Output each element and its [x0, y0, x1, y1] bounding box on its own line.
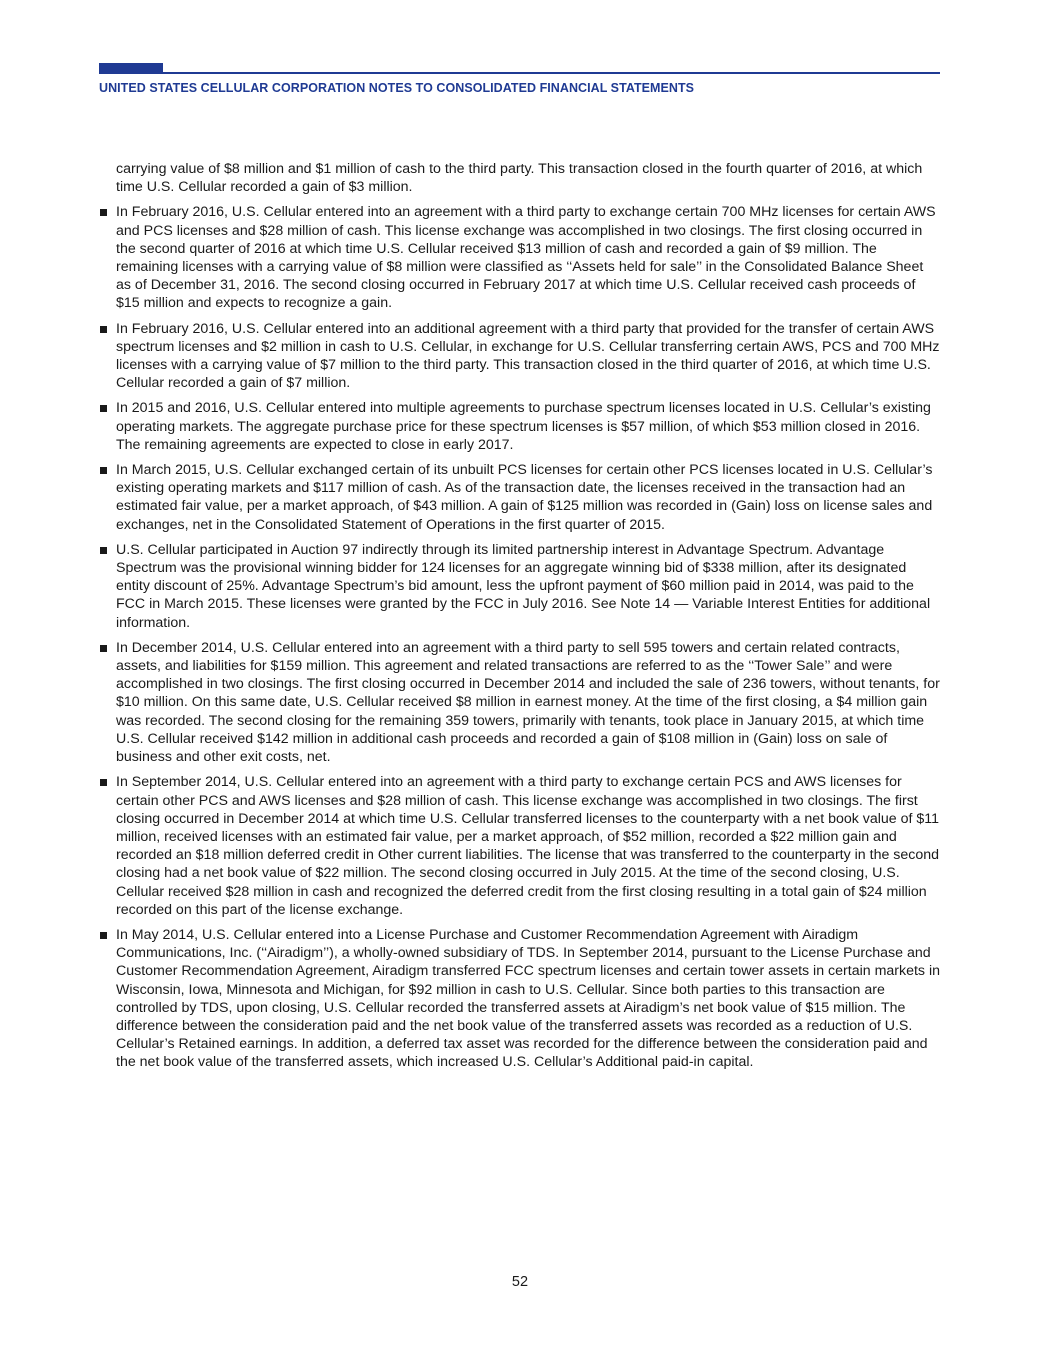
- list-item-text: In February 2016, U.S. Cellular entered into an additional agreement with a third party that provided for the transfer of certain AWS spectrum licenses and $2 million in cash to U.S. Cellular, in exchange for U.S. Cellular transferring certain AWS, PCS and 700 MHz licenses with a carrying value of $7 million to the third party. This transaction closed in the third quarter of 2016, at which time U.S. Cellular recorded a gain of $7 million.: [116, 320, 940, 392]
- list-item-text: In May 2014, U.S. Cellular entered into a License Purchase and Customer Recommendation Agreement with Airadigm Communications, Inc. (‘‘Airadigm’’), a wholly-owned subsidiary of TDS. In September 2014, pursuant to the License Purchase and Customer Recommendation Agreement, Airadigm transferred FCC spectrum licenses and certain tower assets in certain markets in Wisconsin, Iowa, Minnesota and Michigan, for $92 million in cash to U.S. Cellular. Since both parties to this transaction are controlled by TDS, upon closing, U.S. Cellular recorded the transferred assets at Airadigm’s net book value of $15 million. The difference between the consideration paid and the net book value of the transferred assets was recorded as a reduction of U.S. Cellular’s Retained earnings. In addition, a deferred tax asset was recorded for the difference between the consideration paid and the net book value of the transferred assets, which increased U.S. Cellular’s Additional paid-in capital.: [116, 926, 941, 1071]
- list-item: [99, 541, 941, 632]
- list-item: [99, 926, 941, 1072]
- list-item: [99, 399, 941, 454]
- continued-paragraph: carrying value of $8 million and $1 million of cash to the third party. This transaction closed in the fourth quarter of 2016, at which time U.S. Cellular recorded a gain of $3 million.: [116, 161, 923, 196]
- list-item: [99, 320, 941, 393]
- list-item-text: U.S. Cellular participated in Auction 97 indirectly through its limited partnership interest in Advantage Spectrum. Advantage Spectrum was the provisional winning bidder for 124 licenses for an aggregate winning bid of $338 million, after its designated entity discount of 25%. Advantage Spectrum’s bid amount, less the upfront payment of $60 million paid in 2014, was paid to the FCC in March 2015. These licenses were granted by the FCC in July 2016. See Note 14 — Variable Interest Entities for additional information.: [116, 541, 931, 631]
- list-item-text: In March 2015, U.S. Cellular exchanged certain of its unbuilt PCS licenses for certain other PCS licenses located in U.S. Cellular’s existing operating markets and $117 million of cash. As of the transaction date, the licenses received in the transaction had an estimated fair value, per a market approach, of $43 million. A gain of $125 million was recorded in (Gain) loss on license sales and exchanges, net in the Consolidated Statement of Operations in the first quarter of 2015.: [116, 462, 933, 533]
- list-item: [99, 773, 941, 919]
- list-item-text: In 2015 and 2016, U.S. Cellular entered into multiple agreements to purchase spectrum licenses located in U.S. Cellular’s existing operating markets. The aggregate purchase price for these spectrum licenses is $57 million, of which $53 million closed in 2016. The remaining agreements are expected to close in early 2017.: [116, 400, 931, 453]
- page-number: 52: [511, 1274, 529, 1290]
- running-header: UNITED STATES CELLULAR CORPORATION NOTES TO CONSOLIDATED FINANCIAL STATEMENTS: [99, 81, 695, 95]
- notes-body: [99, 160, 941, 1079]
- square-bullet-icon: [100, 779, 107, 786]
- list-item: [99, 639, 941, 766]
- square-bullet-icon: [100, 932, 107, 939]
- square-bullet-icon: [100, 467, 107, 474]
- list-item-text: In February 2016, U.S. Cellular entered into an agreement with a third party to exchange certain 700 MHz licenses for certain AWS and PCS licenses and $28 million of cash. This license exchange was accomplished in two closings. The first closing occurred in the second quarter of 2016 at which time U.S. Cellular received $13 million of cash and recorded a gain of $9 million. The remaining licenses with a carrying value of $8 million were classified as ‘‘Assets held for sale’’ in the Consolidated Balance Sheet as of December 31, 2016. The second closing occurred in February 2017 at which time U.S. Cellular received cash proceeds of $15 million and expects to recognize a gain.: [116, 204, 936, 312]
- list-item: [99, 461, 941, 534]
- square-bullet-icon: [100, 645, 107, 652]
- list-item: [99, 203, 941, 312]
- square-bullet-icon: [100, 547, 107, 554]
- list-item-text: In September 2014, U.S. Cellular entered into an agreement with a third party to exchange certain PCS and AWS licenses for certain other PCS and AWS licenses and $28 million of cash. This license exchange was accomplished in two closings. The first closing occurred in December 2014 at which time U.S. Cellular transferred licenses to the counterparty with a net book value of $11 million, received licenses with an estimated fair value, per a market approach, of $52 million, recorded a $22 million gain and recorded an $18 million deferred credit in Other current liabilities. The license that was transferred to the counterparty in the second closing had a net book value of $22 million. The second closing occurred in July 2015. At the time of the second closing, U.S. Cellular received $28 million in cash and recognized the deferred credit from the first closing resulting in a total gain of $24 million recorded on this part of the license exchange.: [116, 774, 940, 918]
- header-rule: [99, 72, 940, 74]
- list-item-text: In December 2014, U.S. Cellular entered into an agreement with a third party to sell 595 towers and certain related contracts, assets, and liabilities for $159 million. This agreement and related transactions are referred to as the ‘‘Tower Sale’’ and were accomplished in two closings. The first closing occurred in December 2014 and included the sale of 236 towers, without tenants, for $10 million. On this same date, U.S. Cellular received $8 million in earnest money. At the time of the first closing, a $4 million gain was recorded. The second closing for the remaining 359 towers, primarily with tenants, took place in January 2015, at which time U.S. Cellular received $142 million in additional cash proceeds and recorded a gain of $108 million in (Gain) loss on sale of business and other exit costs, net.: [116, 639, 940, 766]
- square-bullet-icon: [100, 209, 107, 216]
- square-bullet-icon: [100, 405, 107, 412]
- square-bullet-icon: [100, 326, 107, 333]
